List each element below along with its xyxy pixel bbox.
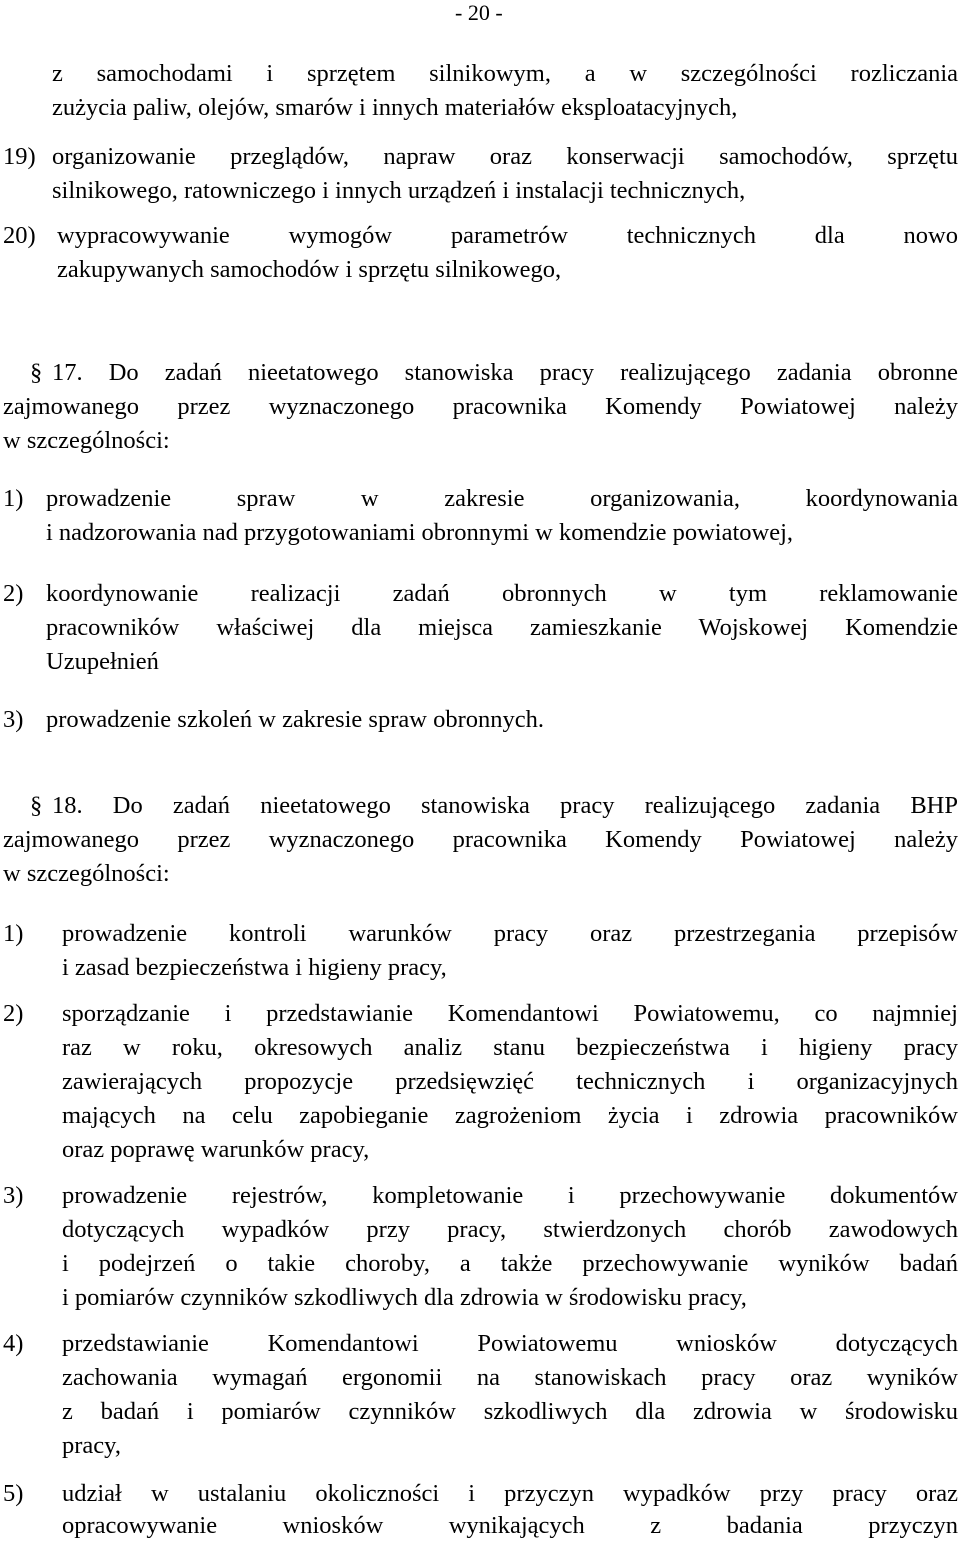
list-item-number: 1)	[3, 920, 24, 947]
list-item-line: prowadzenie kontroli warunków pracy oraz przestrzegania przepisów	[62, 920, 958, 947]
list-item-number: 2)	[3, 1000, 24, 1027]
list-item-line: przedstawianie Komendantowi Powiatowemu wniosków dotyczących	[62, 1330, 958, 1357]
section-mark: §	[30, 792, 43, 819]
list-item-line: oraz poprawę warunków pracy,	[62, 1136, 370, 1163]
list-item-line: prowadzenie szkoleń w zakresie spraw obronnych.	[46, 706, 544, 733]
list-item-line: dotyczących wypadków przy pracy, stwierdzonych chorób zawodowych	[62, 1216, 958, 1243]
page-number: - 20 -	[455, 0, 503, 25]
list-item-number: 4)	[3, 1330, 24, 1357]
list-item-line: organizowanie przeglądów, napraw oraz konserwacji samochodów, sprzętu	[52, 143, 958, 170]
list-item-line: sporządzanie i przedstawianie Komendantowi Powiatowemu, co najmniej	[62, 1000, 958, 1027]
list-item-line: opracowywanie wniosków wynikających z badania przyczyn	[62, 1512, 958, 1539]
list-item-number: 20)	[3, 222, 36, 249]
list-item-line: i pomiarów czynników szkodliwych dla zdrowia w środowisku pracy,	[62, 1284, 747, 1311]
section-heading-line: zajmowanego przez wyznaczonego pracownika Komendy Powiatowej należy	[3, 393, 958, 420]
list-item-line: wypracowywanie wymogów parametrów technicznych dla nowo	[57, 222, 958, 249]
list-item-line: pracowników właściwej dla miejsca zamieszkanie Wojskowej Komendzie	[46, 614, 958, 641]
list-item-line: silnikowego, ratowniczego i innych urządzeń i instalacji technicznych,	[52, 177, 746, 204]
section-heading-line: 18. Do zadań nieetatowego stanowiska pracy realizującego zadania BHP	[52, 792, 958, 819]
list-item-line: udział w ustalaniu okoliczności i przyczyn wypadków przy pracy oraz	[62, 1480, 958, 1507]
list-item-line: i podejrzeń o takie choroby, a także przechowywanie wyników badań	[62, 1250, 958, 1277]
list-item-line: koordynowanie realizacji zadań obronnych w tym reklamowanie	[46, 580, 958, 607]
section-mark: §	[30, 359, 43, 386]
list-item-number: 3)	[3, 1182, 24, 1209]
list-item-number: 19)	[3, 143, 36, 170]
section-heading-line: w szczególności:	[3, 860, 170, 887]
section-heading-line: w szczególności:	[3, 427, 170, 454]
list-item-line: zachowania wymagań ergonomii na stanowiskach pracy oraz wyników	[62, 1364, 958, 1391]
section-heading-line: zajmowanego przez wyznaczonego pracownika Komendy Powiatowej należy	[3, 826, 958, 853]
continuation-line: zużycia paliw, olejów, smarów i innych materiałów eksploatacyjnych,	[52, 94, 738, 121]
list-item-number: 1)	[3, 485, 24, 512]
list-item-line: Uzupełnień	[46, 648, 159, 675]
list-item-line: i nadzorowania nad przygotowaniami obronnymi w komendzie powiatowej,	[46, 519, 794, 546]
list-item-line: prowadzenie spraw w zakresie organizowania, koordynowania	[46, 485, 958, 512]
list-item-line: pracy,	[62, 1432, 121, 1459]
list-item-number: 3)	[3, 706, 24, 733]
list-item-line: zakupywanych samochodów i sprzętu silnikowego,	[57, 256, 562, 283]
list-item-number: 5)	[3, 1480, 24, 1507]
list-item-line: mających na celu zapobieganie zagrożeniom życia i zdrowia pracowników	[62, 1102, 958, 1129]
list-item-line: z badań i pomiarów czynników szkodliwych dla zdrowia w środowisku	[62, 1398, 958, 1425]
list-item-number: 2)	[3, 580, 24, 607]
list-item-line: prowadzenie rejestrów, kompletowanie i przechowywanie dokumentów	[62, 1182, 958, 1209]
list-item-line: raz w roku, okresowych analiz stanu bezpieczeństwa i higieny pracy	[62, 1034, 958, 1061]
list-item-line: zawierających propozycje przedsięwzięć technicznych i organizacyjnych	[62, 1068, 958, 1095]
section-heading-line: 17. Do zadań nieetatowego stanowiska pracy realizującego zadania obronne	[52, 359, 958, 386]
list-item-line: i zasad bezpieczeństwa i higieny pracy,	[62, 954, 447, 981]
continuation-line: z samochodami i sprzętem silnikowym, a w szczególności rozliczania	[52, 60, 958, 87]
